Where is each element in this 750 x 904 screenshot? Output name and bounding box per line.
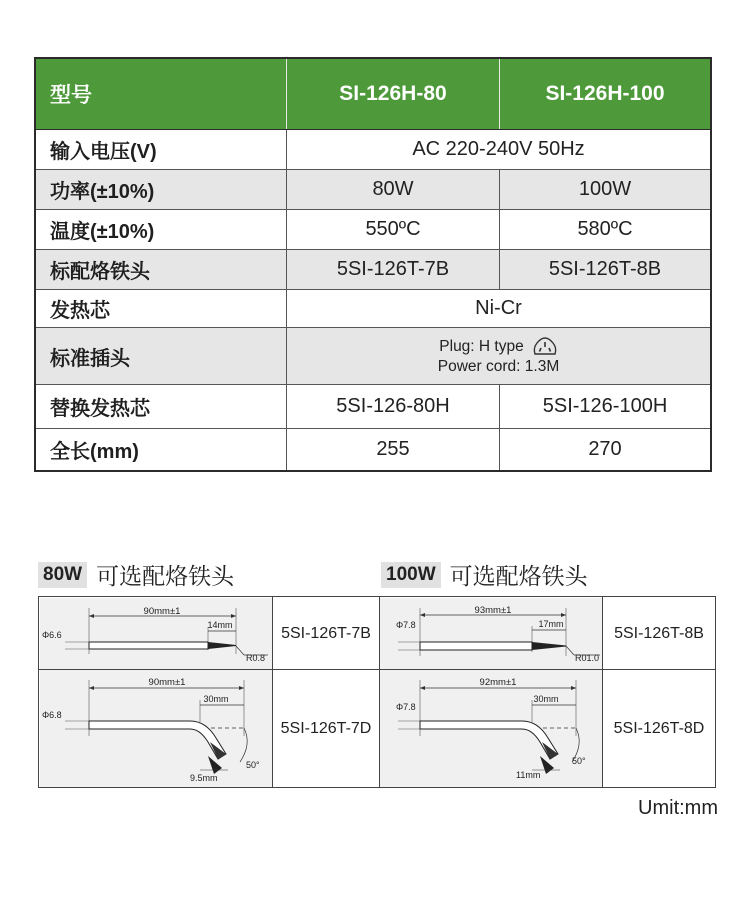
row-value-80: 550ºC <box>287 210 500 249</box>
dim-tip-length: 30mm <box>203 694 229 704</box>
spec-row-temperature <box>36 210 710 250</box>
dim-tip-length: 30mm <box>533 694 559 704</box>
header-model-100: SI-126H-100 <box>545 82 665 105</box>
row-label: 标准插头 <box>36 328 287 384</box>
spec-row-power <box>36 170 710 210</box>
spec-row-plug <box>36 328 710 385</box>
tip-7b-drawing <box>40 598 272 669</box>
tip-8b-drawing <box>380 598 602 669</box>
dim-width: 9.5mm <box>190 773 218 783</box>
header-label: 型号 <box>36 59 287 129</box>
plug-info <box>287 328 710 384</box>
tip-grid <box>38 596 716 788</box>
tip-code-8b: 5SI-126T-8B <box>614 624 704 642</box>
dim-diameter: Φ6.6 <box>42 630 62 640</box>
row-value-80: 80W <box>287 170 500 209</box>
row-value-80: 5SI-126T-7B <box>287 250 500 289</box>
row-label: 全长(mm) <box>36 429 287 470</box>
power-cord: Power cord: 1.3M <box>437 358 560 375</box>
dim-diameter: Φ7.8 <box>396 620 416 630</box>
tips-heading-text: 可选配烙铁头 <box>96 563 235 589</box>
row-value-80: 5SI-126-80H <box>287 385 500 428</box>
row-value-80: 255 <box>287 429 500 470</box>
dim-angle: 50° <box>572 756 586 766</box>
row-value-100: 270 <box>588 438 622 460</box>
dim-diameter: Φ7.8 <box>396 702 416 712</box>
tip-code-7b: 5SI-126T-7B <box>281 624 371 642</box>
dim-tip-length: 14mm <box>207 620 233 630</box>
row-value-100: 5SI-126T-8B <box>548 258 662 280</box>
tip-8d-drawing <box>380 670 602 787</box>
tip-7d-drawing <box>40 670 272 787</box>
tips-heading-text: 可选配烙铁头 <box>449 563 588 589</box>
row-label: 功率(±10%) <box>36 170 287 209</box>
plug-h-type-icon <box>532 336 558 358</box>
spec-row-voltage <box>36 130 710 170</box>
tip-code-7d: 5SI-126T-7D <box>280 719 372 737</box>
row-value: Ni-Cr <box>475 297 522 319</box>
row-label: 输入电压(V) <box>36 130 287 169</box>
dim-width: 11mm <box>516 770 541 780</box>
tips-heading-80w <box>38 558 234 591</box>
dim-angle: 50° <box>246 760 260 770</box>
tip-code-8d: 5SI-126T-8D <box>613 719 705 737</box>
spec-row-replacement-core <box>36 385 710 429</box>
dim-total-length: 90mm±1 <box>148 677 186 688</box>
dim-total-length: 90mm±1 <box>143 606 181 617</box>
header-model-80: SI-126H-80 <box>287 59 500 129</box>
row-value-100: 100W <box>578 178 632 200</box>
dim-total-length: 92mm±1 <box>479 677 517 688</box>
tips-heading-100w <box>381 558 588 591</box>
row-label: 发热芯 <box>36 290 287 327</box>
tips-badge-100w: 100W <box>381 562 441 588</box>
tips-badge-80w: 80W <box>38 562 87 588</box>
plug-type: Plug: H type <box>439 338 524 355</box>
row-label: 标配烙铁头 <box>36 250 287 289</box>
row-label: 替换发热芯 <box>36 385 287 428</box>
spec-table <box>34 57 712 472</box>
row-value-100: 580ºC <box>577 218 633 240</box>
spec-row-standard-tip <box>36 250 710 290</box>
row-value-100: 5SI-126-100H <box>542 395 668 417</box>
dim-diameter: Φ6.8 <box>42 710 62 720</box>
dim-radius: R01.0 <box>575 653 600 663</box>
spec-row-length <box>36 429 710 470</box>
dim-total-length: 93mm±1 <box>474 605 512 616</box>
row-label: 温度(±10%) <box>36 210 287 249</box>
spec-header-row <box>36 59 710 130</box>
dim-radius: R0.8 <box>246 653 266 663</box>
dim-tip-length: 17mm <box>538 619 564 629</box>
unit-note: Umit:mm <box>638 797 718 819</box>
spec-row-heating-core <box>36 290 710 328</box>
row-value: AC 220-240V 50Hz <box>412 138 585 160</box>
